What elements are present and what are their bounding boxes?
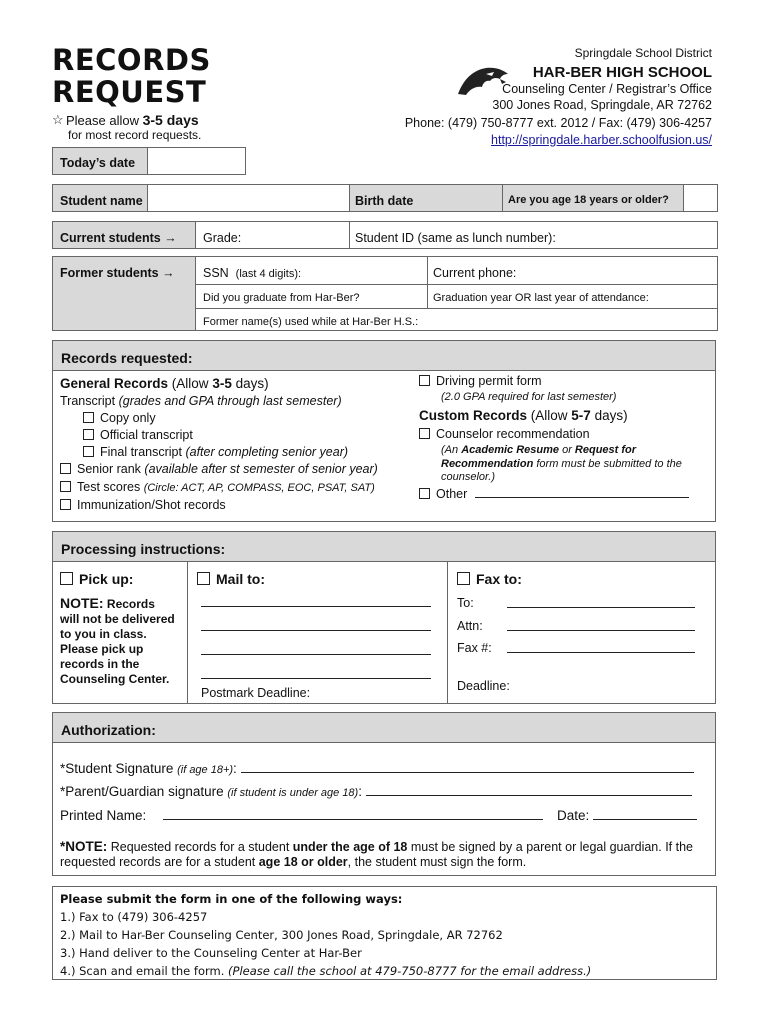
mail-address-line-4[interactable]	[201, 668, 431, 679]
submit-option-mail: 2.) Mail to Har-Ber Counseling Center, 300 Jones Road, Springdale, AR 72762	[60, 928, 503, 942]
test-scores-option[interactable]: Test scores (Circle: ACT, AP, COMPASS, EOC, PSAT, SAT)	[60, 480, 375, 494]
student-id-field[interactable]: Student ID (same as lunch number):	[355, 231, 556, 245]
copy-only-checkbox[interactable]	[83, 412, 94, 423]
mail-option[interactable]: Mail to:	[197, 571, 265, 587]
current-students-row	[52, 221, 718, 249]
other-input-line[interactable]	[475, 487, 689, 498]
todays-date-box	[52, 147, 246, 175]
counselor-note: (An Academic Resume or Request for Recommendation form must be submitted to the counselor.)	[441, 444, 682, 483]
todays-date-field[interactable]	[149, 150, 243, 172]
final-transcript-checkbox[interactable]	[83, 446, 94, 457]
submit-instructions-box	[52, 886, 717, 980]
general-records-title: General Records (Allow 3-5 days)	[60, 376, 269, 391]
test-scores-checkbox[interactable]	[60, 481, 71, 492]
transcript-label: Transcript (grades and GPA through last semester)	[60, 394, 342, 408]
authorization-note: *NOTE: Requested records for a student under the age of 18 must be signed by a parent or legal guardian. If the requested records are for a student age 18 or older, the student must sign the form.	[60, 839, 693, 869]
processing-heading: Processing instructions:	[53, 532, 715, 562]
mail-address-line-3[interactable]	[201, 644, 431, 655]
immunization-option[interactable]: Immunization/Shot records	[60, 498, 226, 512]
other-option[interactable]: Other	[419, 487, 689, 501]
senior-rank-checkbox[interactable]	[60, 463, 71, 474]
school-name: HAR-BER HIGH SCHOOL	[532, 64, 712, 81]
driving-permit-note: (2.0 GPA required for last semester)	[441, 391, 617, 403]
grade-field[interactable]: Grade:	[203, 231, 242, 245]
todays-date-label: Today’s date	[60, 156, 136, 170]
driving-permit-checkbox[interactable]	[419, 375, 430, 386]
mail-checkbox[interactable]	[197, 572, 210, 585]
printed-name-line[interactable]	[163, 809, 543, 820]
pickup-note: NOTE: Records will not be delivered to you in class. Please pick up records in the Counseling Center.	[60, 595, 175, 686]
driving-permit-option[interactable]: Driving permit form	[419, 374, 542, 388]
school-address: 300 Jones Road, Springdale, AR 72762	[492, 98, 712, 112]
title-line-2: REQUEST	[52, 75, 207, 109]
allow-days: 3-5 days	[142, 112, 199, 128]
office-name: Counseling Center / Registrar’s Office	[502, 82, 712, 96]
fax-attn-line[interactable]	[507, 620, 695, 631]
copy-only-option[interactable]: Copy only	[83, 411, 156, 425]
immunization-checkbox[interactable]	[60, 499, 71, 510]
records-requested-section	[52, 340, 716, 522]
fax-to-label: To:	[457, 596, 474, 610]
school-phone: Phone: (479) 750-8777 ext. 2012 / Fax: (479) 306-4257	[404, 116, 712, 130]
submit-heading: Please submit the form in one of the following ways:	[60, 892, 403, 906]
former-students-label: Former students →	[60, 266, 175, 280]
parent-signature-row: *Parent/Guardian signature (if student is under age 18):	[60, 784, 692, 799]
mail-address-line-2[interactable]	[201, 620, 431, 631]
fax-attn-label: Attn:	[457, 619, 483, 633]
custom-records-title: Custom Records (Allow 5-7 days)	[419, 408, 628, 423]
mail-address-line-1[interactable]	[201, 596, 431, 607]
birth-date-label: Birth date	[355, 194, 414, 208]
submit-option-email: 4.) Scan and email the form. (Please call the school at 479-750-8777 for the email address.)	[60, 964, 592, 978]
star-icon: ☆	[52, 112, 64, 127]
former-students-row	[52, 256, 718, 331]
allow-note	[66, 112, 199, 128]
fax-checkbox[interactable]	[457, 572, 470, 585]
official-transcript-option[interactable]: Official transcript	[83, 428, 193, 442]
ssn-field[interactable]: SSN (last 4 digits):	[203, 266, 302, 280]
counselor-recommendation-checkbox[interactable]	[419, 428, 430, 439]
postmark-deadline-label: Postmark Deadline:	[201, 686, 311, 700]
former-names-field[interactable]: Former name(s) used while at Har-Ber H.S.:	[203, 316, 419, 328]
date-row: Date:	[557, 808, 697, 823]
counselor-recommendation-option[interactable]: Counselor recommendation	[419, 427, 590, 441]
page-title	[52, 44, 211, 108]
printed-name-label: Printed Name:	[60, 808, 147, 823]
parent-signature-line[interactable]	[366, 785, 692, 796]
graduated-field[interactable]: Did you graduate from Har-Ber?	[203, 292, 360, 304]
graduation-year-field[interactable]: Graduation year OR last year of attendance:	[433, 292, 649, 304]
other-checkbox[interactable]	[419, 488, 430, 499]
current-students-label: Current students →	[60, 231, 177, 245]
authorization-heading: Authorization:	[53, 713, 715, 743]
student-name-label: Student name	[60, 194, 143, 208]
student-info-row	[52, 184, 718, 212]
submit-option-hand-deliver: 3.) Hand deliver to the Counseling Center at Har-Ber	[60, 946, 362, 960]
processing-section	[52, 531, 716, 704]
panther-logo-icon	[456, 64, 512, 98]
senior-rank-option[interactable]: Senior rank (available after st semester of senior year)	[60, 462, 378, 476]
fax-number-line[interactable]	[507, 642, 695, 653]
fax-option[interactable]: Fax to:	[457, 571, 522, 587]
district-name: Springdale School District	[574, 46, 712, 60]
current-phone-field[interactable]: Current phone:	[433, 266, 517, 280]
title-line-1: RECORDS	[52, 43, 211, 77]
fax-number-label: Fax #:	[457, 641, 492, 655]
submit-option-fax: 1.) Fax to (479) 306-4257	[60, 910, 208, 924]
date-line[interactable]	[593, 809, 697, 820]
arrow-right-icon: →	[162, 266, 175, 280]
allow-suffix: for most record requests.	[68, 128, 202, 142]
age-answer-field[interactable]	[685, 187, 715, 209]
official-transcript-checkbox[interactable]	[83, 429, 94, 440]
final-transcript-option[interactable]: Final transcript (after completing senior year)	[83, 445, 348, 459]
pickup-checkbox[interactable]	[60, 572, 73, 585]
fax-deadline-label: Deadline:	[457, 679, 510, 693]
student-name-field[interactable]	[149, 187, 347, 209]
allow-prefix: Please allow	[66, 113, 143, 128]
records-requested-heading: Records requested:	[53, 341, 715, 371]
authorization-section	[52, 712, 716, 876]
pickup-option[interactable]: Pick up:	[60, 571, 133, 587]
arrow-right-icon: →	[164, 231, 177, 245]
fax-to-line[interactable]	[507, 597, 695, 608]
age-question-label: Are you age 18 years or older?	[508, 194, 669, 206]
student-signature-row: *Student Signature (if age 18+):	[60, 761, 694, 776]
student-signature-line[interactable]	[241, 762, 694, 773]
school-url-link[interactable]: http://springdale.harber.schoolfusion.us/	[491, 133, 712, 147]
